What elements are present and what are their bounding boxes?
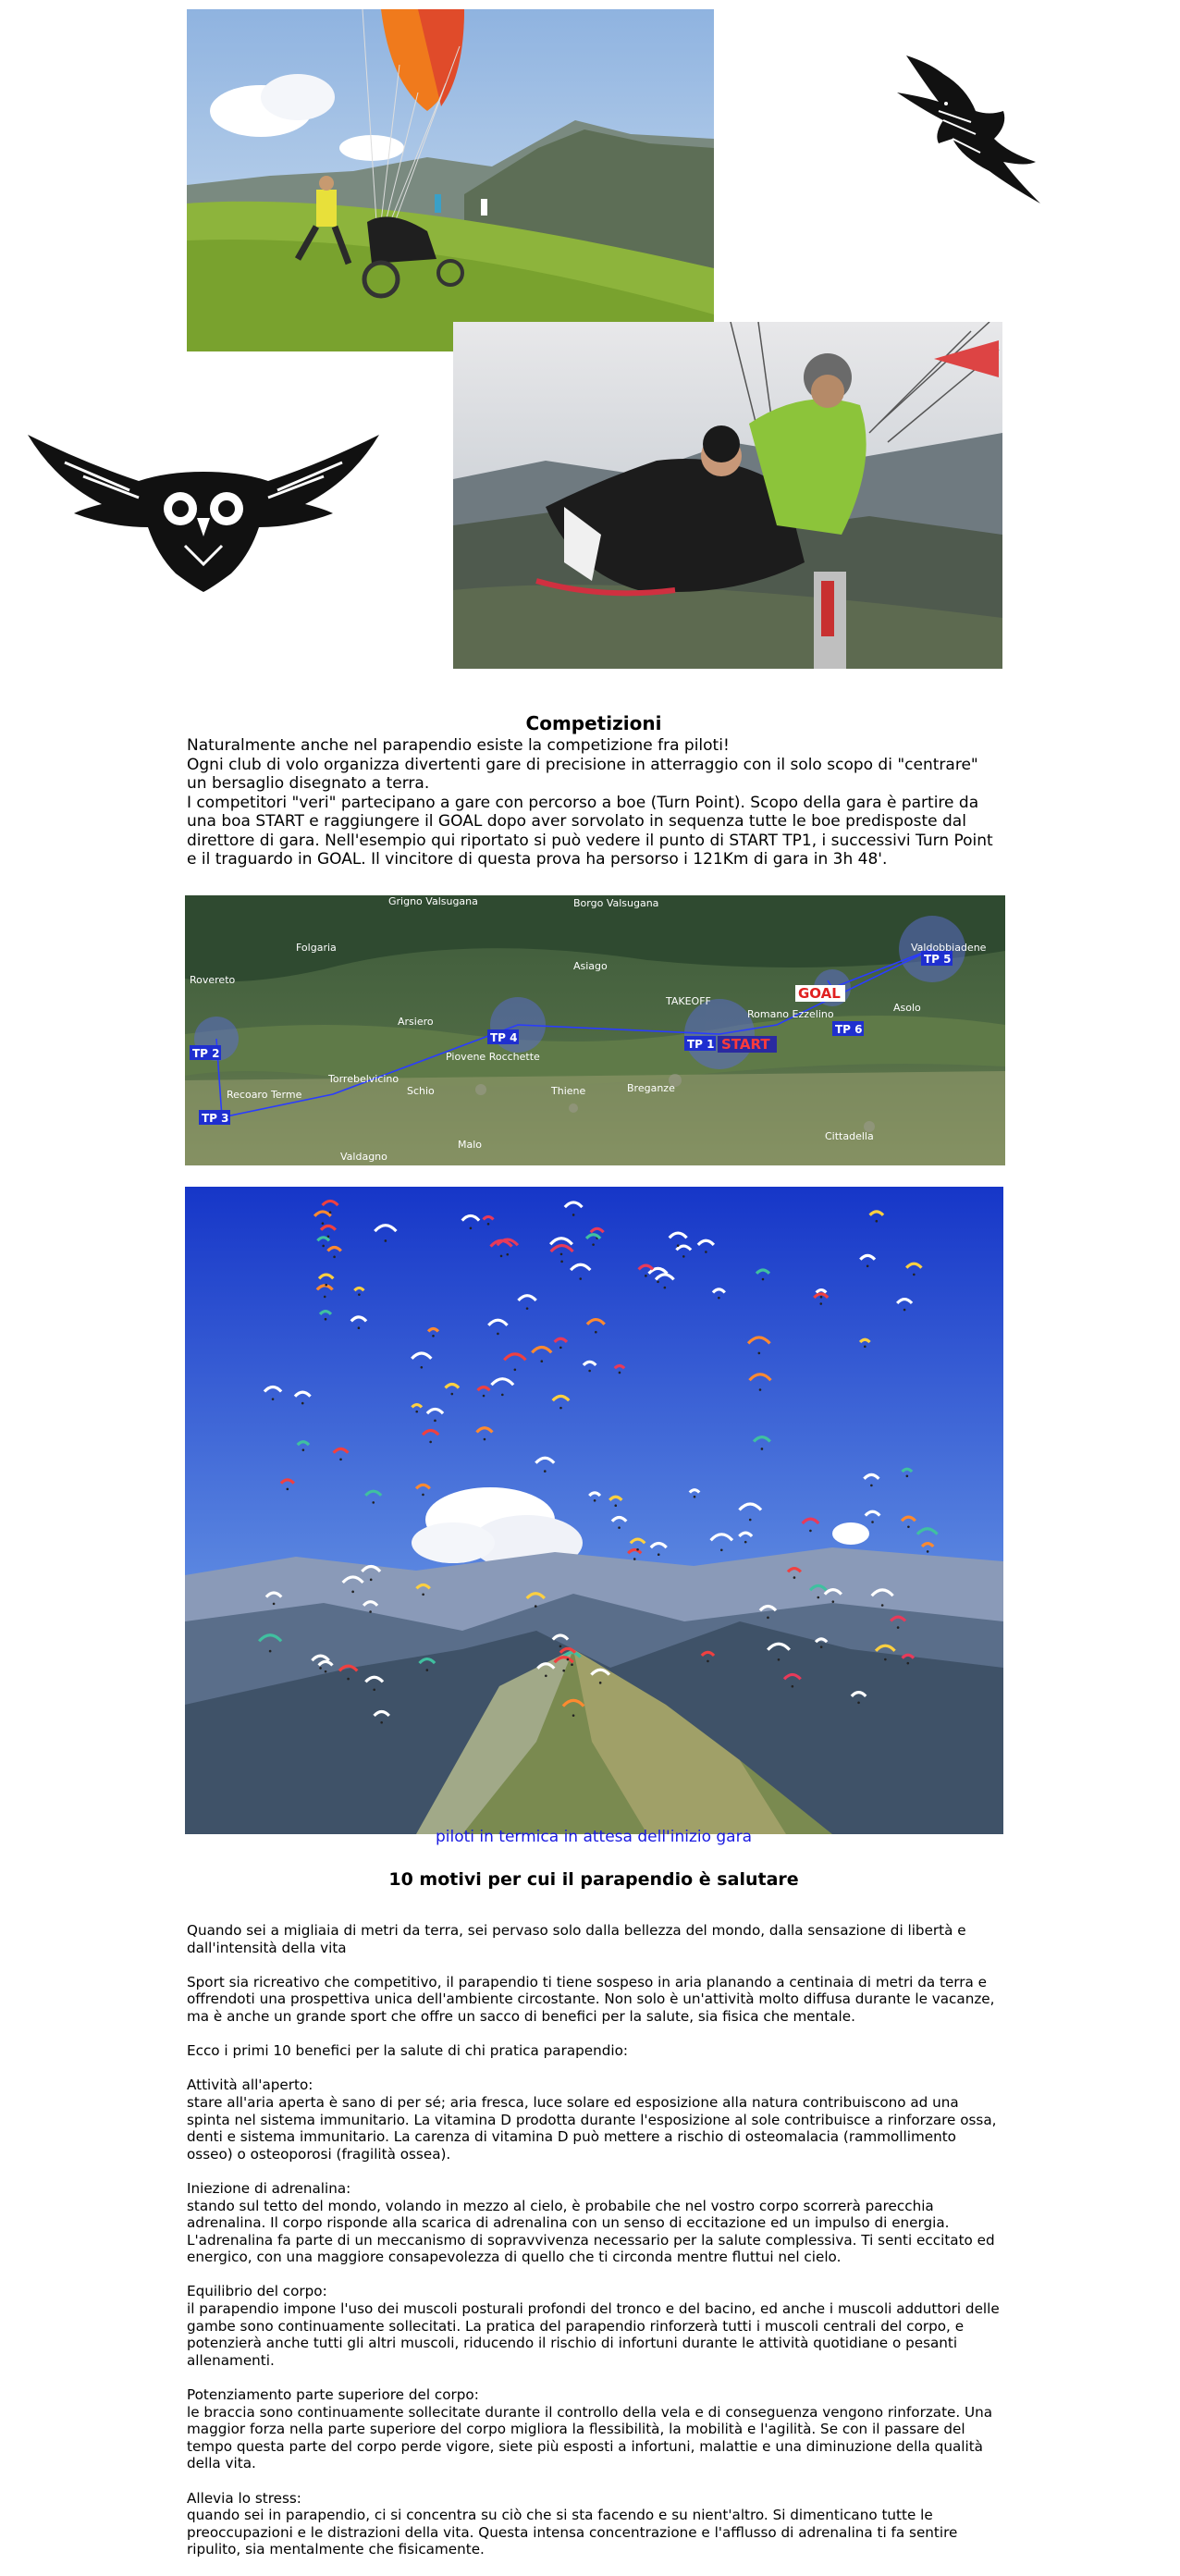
paraglider-pilot	[380, 1721, 383, 1724]
paraglider-pilot	[415, 1411, 418, 1413]
paraglider-pilot	[762, 1278, 765, 1281]
photo-tandem-flight	[453, 322, 1002, 669]
motivo-heading: Potenziamento parte superiore del corpo:	[187, 2386, 479, 2404]
paraglider-pilot	[421, 1366, 424, 1369]
paraglider-pilot	[324, 1296, 326, 1299]
paraglider-pilot	[429, 1441, 432, 1444]
svg-text:Rovereto: Rovereto	[190, 974, 236, 986]
paraglider-pilot	[484, 1438, 486, 1441]
paraglider-pilot	[664, 1287, 667, 1289]
svg-text:TP 2: TP 2	[192, 1047, 220, 1060]
motivo-item	[187, 2490, 1001, 2558]
paraglider-pilot	[358, 1293, 361, 1296]
paraglider-pilot	[876, 1220, 879, 1223]
paraglider-pilot	[594, 1499, 596, 1502]
svg-text:Breganze: Breganze	[627, 1082, 675, 1094]
paraglider-pilot	[881, 1604, 884, 1607]
paraglider-pilot	[497, 1333, 499, 1336]
paraglider-pilot	[907, 1525, 910, 1528]
motivo-text: stando sul tetto del mondo, volando in mezzo al cielo, è probabile che nel vostro corpo scorrerà parecchia adrenalina. Il corpo risponde alla scarica di adrenalina con un senso di eccitazione ed un impulso di energia. L'adrenalina fa parte di un meccanismo di sopravvivenza necessario per la salute complessiva. Ti senti eccitato ed energico, con una maggiore consapevolezza di quello che ti circonda mentre fluttui nel cielo.	[187, 2197, 995, 2266]
paraglider-pilot	[339, 1459, 342, 1461]
paraglider-pilot	[571, 1663, 573, 1666]
svg-text:Folgaria: Folgaria	[296, 942, 337, 954]
competizioni-paragraph: Naturalmente anche nel parapendio esiste la competizione fra piloti!	[187, 736, 730, 755]
motivo-text: stare all'aria aperta è sano di per sé; aria fresca, luce solare ed esposizione alla natura contribuiscono ad una spinta nel sistema immunitario. La vitamina D prodotta durante l'esposizione al sole contribuisce a rinforzare ossa, denti e sistema immunitario. La carenza di vitamina D può mettere a rischio di osteomalacia (rammollimento osseo) o osteoporosi (fragilità ossea).	[187, 2093, 997, 2163]
paraglider-pilot	[832, 1600, 835, 1603]
competition-route-map	[185, 895, 1005, 1165]
paraglider-pilot	[645, 1275, 647, 1277]
competizioni-paragraph: Ogni club di volo organizza divertenti gare di precisione in atterraggio con il solo scopo di "centrare" un bersaglio disegnato a terra.	[187, 755, 978, 793]
svg-text:Asolo: Asolo	[893, 1002, 921, 1014]
svg-text:GOAL: GOAL	[798, 985, 841, 1002]
motivo-item	[187, 2283, 1001, 2369]
competizioni-text	[187, 736, 1001, 869]
paraglider-pilot	[514, 1368, 517, 1371]
paraglider-pilot	[761, 1448, 764, 1450]
paraglider-pilot	[358, 1326, 361, 1329]
paraglider-pilot	[749, 1519, 752, 1522]
paraglider-pilot	[501, 1394, 504, 1397]
paraglider-pilot	[927, 1550, 929, 1553]
photo-caption: piloti in termica in attesa dell'inizio gara	[435, 1828, 753, 1846]
paraglider-pilot	[906, 1475, 909, 1478]
svg-text:TP 1: TP 1	[687, 1038, 715, 1051]
motivi-intro: Sport sia ricreativo che competitivo, il parapendio ti tiene sospeso in aria planando a centinaia di metri da terra e offrendoti una prospettiva unica dell'ambiente circostante. Non solo è un'attività molto diffusa durante le vacanze, ma è anche un grande sport che offre un sacco di benefici per la salute, sia fisica che mentale.	[187, 1973, 995, 2025]
svg-text:TP 3: TP 3	[202, 1112, 229, 1125]
paraglider-pilot	[867, 1264, 869, 1267]
paraglider-pilot	[820, 1645, 823, 1648]
paraglider-pilot	[322, 1245, 325, 1248]
paraglider-pilot	[385, 1239, 387, 1242]
motivo-heading: Iniezione di adrenalina:	[187, 2179, 351, 2197]
motivo-item	[187, 2180, 1001, 2266]
svg-text:Borgo Valsugana: Borgo Valsugana	[573, 897, 659, 909]
motivo-item	[187, 2386, 1001, 2472]
section-title-motivi: 10 motivi per cui il parapendio è salutare	[388, 1869, 799, 1890]
paraglider-pilot	[373, 1688, 375, 1691]
motivi-text	[187, 1922, 1001, 2576]
paraglider-pilot	[451, 1393, 454, 1396]
paraglider-pilot	[718, 1297, 720, 1300]
svg-text:Cittadella: Cittadella	[825, 1130, 874, 1142]
paraglider-pilot	[595, 1331, 597, 1334]
paraglider-pilot	[272, 1398, 275, 1400]
paraglider-pilot	[325, 1670, 327, 1673]
paraglider-pilot	[325, 1318, 327, 1321]
paraglider-pilot	[913, 1274, 916, 1276]
svg-text:Thiene: Thiene	[551, 1085, 586, 1097]
paraglider-pilot	[778, 1658, 781, 1661]
paraglider-pilot	[422, 1494, 424, 1497]
paraglider-pilot	[619, 1372, 621, 1374]
svg-text:Asiago: Asiago	[573, 960, 608, 972]
paraglider-pilot	[884, 1658, 887, 1661]
motivo-heading: Attività all'aperto:	[187, 2077, 313, 2094]
paraglider-pilot	[705, 1251, 707, 1253]
paraglider-pilot	[767, 1617, 769, 1620]
paraglider-pilot	[470, 1227, 473, 1230]
paraglider-pilot	[329, 1211, 332, 1214]
paraglider-pilot	[351, 1591, 354, 1594]
paraglider-pilot	[500, 1255, 503, 1258]
paraglider-pilot	[370, 1579, 373, 1582]
motivi-intro: Quando sei a migliaia di metri da terra, sei pervaso solo dalla bellezza del mondo, dalla sensazione di libertà e dall'intensità della vita	[187, 1922, 966, 1956]
paraglider-pilot	[559, 1347, 562, 1350]
motivo-heading: Equilibrio del corpo:	[187, 2283, 327, 2300]
paraglider-pilot	[682, 1255, 685, 1258]
paraglider-pilot	[572, 1714, 575, 1717]
paraglider-pilot	[347, 1678, 350, 1681]
paraglider-pilot	[871, 1521, 874, 1523]
paraglider-pilot	[322, 1222, 325, 1225]
paraglider-pilot	[560, 1253, 563, 1256]
paraglider-pilot	[906, 1662, 909, 1665]
motivi-intro: Ecco i primi 10 benefici per la salute di chi pratica parapendio:	[187, 2042, 629, 2060]
svg-text:START: START	[721, 1036, 770, 1053]
svg-text:Piovene Rocchette: Piovene Rocchette	[446, 1051, 540, 1063]
paraglider-pilot	[560, 1261, 563, 1263]
svg-text:Torrebelvicino: Torrebelvicino	[328, 1073, 399, 1085]
paraglider-pilot	[269, 1650, 272, 1653]
paraglider-pilot	[572, 1214, 575, 1216]
paraglider-pilot	[559, 1645, 562, 1648]
paraglider-pilot	[567, 1658, 570, 1661]
svg-text:Recoaro Terme: Recoaro Terme	[227, 1089, 302, 1101]
paraglider-pilot	[820, 1296, 823, 1299]
paraglider-pilot	[870, 1485, 873, 1487]
paraglider-pilot	[526, 1307, 529, 1310]
competizioni-paragraph: I competitori "veri" partecipano a gare con percorso a boe (Turn Point). Scopo della gara è partire da una boa START e raggiungere il GOAL dopo aver sorvolato in sequenza tutte le boe predisposte dal direttore di gara. Nell'esempio qui riportato si può vedere il punto di START TP1, i successivi Turn Point e il traguardo in GOAL. Il vincitore di questa prova ha persorso i 121Km di gara in 3h 48'.	[187, 793, 993, 869]
svg-text:TP 5: TP 5	[924, 953, 952, 966]
paraglider-pilot	[759, 1388, 762, 1391]
svg-text:Grigno Valsugana: Grigno Valsugana	[388, 895, 478, 907]
paraglider-pilot	[544, 1470, 547, 1473]
svg-text:Valdobbiadene: Valdobbiadene	[911, 942, 987, 954]
paraglider-pilot	[434, 1420, 436, 1423]
paraglider-pilot	[758, 1352, 761, 1355]
paraglider-pilot	[614, 1504, 617, 1507]
paraglider-pilot	[864, 1345, 867, 1348]
svg-text:Valdagno: Valdagno	[340, 1151, 387, 1163]
motivo-text: quando sei in parapendio, ci si concentra su ciò che si sta facendo e su nient'altro. Si dimenticano tutte le preoccupazioni e le distrazioni della vita. Questa intensa concentrazione e l'afflusso di adrenalina ti fa sentire ripulito, sia mentalmente che fisicamente.	[187, 2507, 958, 2558]
paraglider-pilot	[369, 1610, 372, 1613]
paraglider-pilot	[333, 1256, 336, 1259]
paraglider-pilot	[372, 1501, 375, 1504]
svg-text:Malo: Malo	[458, 1139, 483, 1151]
paraglider-pilot	[588, 1370, 591, 1373]
svg-text:Arsiero: Arsiero	[398, 1016, 434, 1028]
paraglider-pilot	[636, 1548, 639, 1551]
svg-text:Schio: Schio	[407, 1085, 435, 1097]
paraglider-pilot	[618, 1526, 621, 1529]
motivo-text: le braccia sono continuamente sollecitate durante il controllo della vela e di conseguenza vengono rinforzate. Una maggior forza nella parte superiore del corpo migliora la flessibilità, la mobilità e l'agilità. Se con il passare del tempo questa parte del corpo perde vigore, siete più esposti a infortuni, malattie e una diminuzione della qualità della vita.	[187, 2403, 993, 2472]
paraglider-pilot	[579, 1277, 582, 1280]
paraglider-pilot	[658, 1553, 660, 1556]
paraglider-pilot	[817, 1596, 819, 1599]
motivo-text: il parapendio impone l'uso dei muscoli posturali profondi del tronco e del bacino, ed anche i muscoli adduttori delle gambe sono continuamente sollecitati. La pratica del parapendio rinforzerà tutti i muscoli centrali del corpo, e potenzierà anche tutti gli altri muscoli, riducendo il rischio di infortuni durante le attività quotidiane o pesanti allenamenti.	[187, 2300, 1000, 2369]
paraglider-pilot	[287, 1488, 289, 1491]
paraglider-pilot	[633, 1558, 636, 1560]
motivo-item	[187, 2077, 1001, 2163]
paraglider-pilot	[897, 1626, 900, 1629]
paraglider-pilot	[599, 1682, 602, 1684]
svg-text:TP 4: TP 4	[490, 1031, 518, 1044]
paraglider-pilot	[432, 1335, 435, 1337]
paraglider-pilot	[809, 1530, 812, 1533]
paraglider-pilot	[694, 1496, 696, 1498]
paraglider-pilot	[302, 1448, 305, 1451]
paraglider-pilot	[301, 1402, 304, 1405]
paraglider-pilot	[744, 1541, 747, 1544]
paraglider-pilot	[559, 1407, 562, 1410]
paraglider-pilot	[677, 1244, 680, 1247]
paraglider-pilot	[592, 1243, 595, 1246]
paraglider-pilot	[487, 1223, 490, 1226]
paraglider-pilot	[325, 1284, 327, 1287]
paraglider-pilot	[319, 1667, 322, 1670]
paraglider-pilot	[707, 1660, 709, 1663]
svg-text:TP 6: TP 6	[835, 1023, 863, 1036]
photo-paragliders-thermal	[185, 1187, 1003, 1834]
paraglider-pilot	[819, 1302, 822, 1305]
motivo-heading: Allevia lo stress:	[187, 2489, 301, 2507]
paraglider-pilot	[535, 1605, 537, 1608]
paraglider-pilot	[273, 1603, 276, 1606]
paraglider-pilot	[506, 1253, 509, 1256]
paraglider-pilot	[540, 1360, 543, 1362]
owl-icon	[28, 425, 379, 592]
eagle-icon	[888, 46, 1050, 208]
photo-launch-wheelchair	[187, 9, 714, 351]
paraglider-pilot	[483, 1395, 486, 1398]
paraglider-pilot	[545, 1674, 547, 1677]
svg-text:TAKEOFF: TAKEOFF	[666, 995, 711, 1007]
paraglider-pilot	[793, 1576, 796, 1579]
paraglider-pilot	[792, 1685, 794, 1688]
paraglider-pilot	[426, 1669, 429, 1671]
section-title-competizioni: Competizioni	[525, 712, 662, 734]
paraglider-pilot	[903, 1309, 906, 1312]
paraglider-pilot	[422, 1593, 424, 1596]
paraglider-pilot	[720, 1548, 723, 1551]
paraglider-pilot	[857, 1701, 860, 1704]
svg-text:Romano Ezzelino: Romano Ezzelino	[747, 1008, 834, 1020]
paraglider-pilot	[562, 1670, 565, 1672]
paraglider-pilot	[657, 1281, 659, 1284]
